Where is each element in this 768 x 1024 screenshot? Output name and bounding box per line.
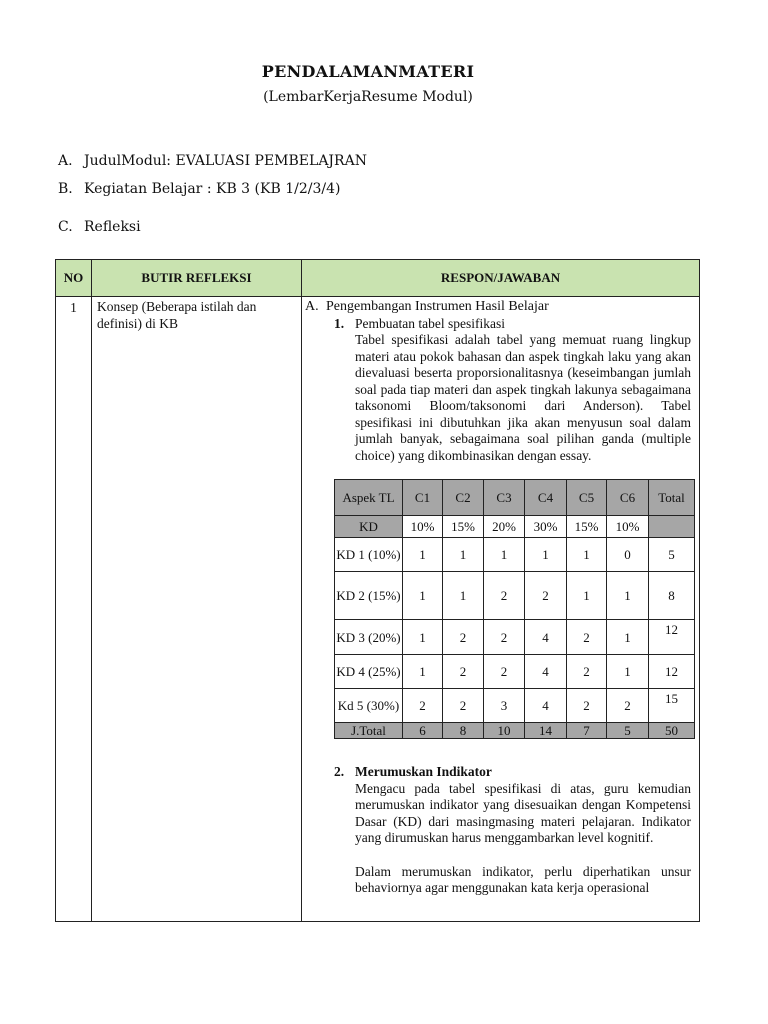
spec-cell: 15% [567, 516, 607, 538]
reflection-table [55, 259, 700, 922]
spec-cell: 2 [567, 655, 607, 689]
spec-cell: 1 [403, 572, 443, 620]
spec-cell: 1 [607, 655, 649, 689]
spec-cell: 2 [443, 620, 484, 655]
spec-cell: 1 [443, 538, 484, 572]
spec-header-cell: C1 [403, 480, 443, 516]
spec-cell: 1 [567, 538, 607, 572]
item-1-title [334, 316, 691, 333]
spec-data-row [335, 572, 695, 620]
spec-cell: 1 [607, 572, 649, 620]
spec-header-cell: Total [649, 480, 695, 516]
section-b [58, 181, 340, 197]
spec-total-row [335, 723, 695, 739]
section-text: Kegiatan Belajar : KB 3 (KB 1/2/3/4) [84, 181, 341, 197]
spec-cell: KD 4 (25%) [335, 655, 403, 689]
spec-cell: 12 [649, 655, 695, 689]
spec-header-cell: C4 [525, 480, 567, 516]
spec-cell: 2 [484, 572, 525, 620]
spec-cell [649, 516, 695, 538]
spec-header-cell: C3 [484, 480, 525, 516]
spec-cell: 2 [567, 620, 607, 655]
spec-data-row [335, 655, 695, 689]
spec-header-cell: C5 [567, 480, 607, 516]
spec-cell: 1 [403, 620, 443, 655]
page-title: PENDALAMANMATERI [261, 62, 475, 81]
spec-cell: 30% [525, 516, 567, 538]
spec-cell: 4 [525, 620, 567, 655]
heading-text: Pengembangan Instrumen Hasil Belajar [326, 299, 549, 314]
table-row [56, 297, 700, 922]
spec-cell: 4 [525, 655, 567, 689]
spec-cell: 2 [567, 689, 607, 723]
spec-cell: 4 [525, 689, 567, 723]
spec-total-cell: 7 [567, 723, 607, 739]
item-2-title [334, 764, 691, 781]
spec-total-cell: 8 [443, 723, 484, 739]
respon-heading [305, 299, 691, 316]
spec-cell: 12 [649, 620, 695, 655]
spec-header-cell: C2 [443, 480, 484, 516]
spec-data-row [335, 620, 695, 655]
respon-cell [302, 297, 700, 922]
spec-cell: 1 [567, 572, 607, 620]
section-letter: B. [58, 181, 73, 197]
item-1-paragraph: Tabel spesifikasi adalah tabel yang memuat ruang lingkup materi atau pokok bahasan dan aspek tingkah laku yang akan dievaluasi beserta proporsionalitasnya (keseimbangan jumlah soal pada tiap materi dan aspek tingkah lakunya sebagaimana taksonomi Bloom/taksonomi dari Anderson). Tabel spesifikasi ini dibutuhkan jika akan menyusun soal dalam jumlah banyak, sebagaimana soal pilihan ganda (multiple choice) yang dikombinasikan dengan essay. [355, 332, 691, 463]
spec-header-cell: Aspek TL [335, 480, 403, 516]
spec-cell: 1 [403, 538, 443, 572]
spec-cell: KD 2 (15%) [335, 572, 403, 620]
spec-cell: 2 [484, 655, 525, 689]
spec-data-row [335, 689, 695, 723]
spec-table [334, 479, 695, 739]
spec-cell: 15% [443, 516, 484, 538]
spec-cell: KD 1 (10%) [335, 538, 403, 572]
spec-data-row [335, 538, 695, 572]
spec-cell: 1 [403, 655, 443, 689]
spec-header-cell: C6 [607, 480, 649, 516]
spec-cell: 2 [443, 689, 484, 723]
row-number: 1 [56, 297, 92, 922]
item-2-paragraph: Mengacu pada tabel spesifikasi di atas, guru kemudian merumuskan indikator yang disesuaikan dengan Kompetensi Dasar (KD) dari masingmasing materi pelajaran. Indikator yang dirumuskan harus menggambarkan level kognitif. [355, 780, 691, 845]
spec-total-cell: 5 [607, 723, 649, 739]
spec-cell: 1 [443, 572, 484, 620]
section-letter: A. [58, 153, 73, 169]
section-text: Refleksi [84, 219, 141, 235]
item-2-paragraph-2: Dalam merumuskan indikator, perlu diperhatikan unsur behaviornya agar menggunakan kata kerja operasional [355, 863, 691, 895]
spec-cell: KD 3 (20%) [335, 620, 403, 655]
spec-cell: 3 [484, 689, 525, 723]
spec-cell: 1 [525, 538, 567, 572]
spec-cell: 8 [649, 572, 695, 620]
section-a [58, 153, 367, 169]
item-number: 1. [334, 315, 345, 331]
spec-total-cell: 50 [649, 723, 695, 739]
spec-cell: 0 [607, 538, 649, 572]
section-letter: C. [58, 219, 73, 235]
spec-cell: 2 [403, 689, 443, 723]
spec-cell: 2 [484, 620, 525, 655]
spec-cell: 10% [607, 516, 649, 538]
heading-letter: A. [305, 299, 319, 314]
header-butir: BUTIR REFLEKSI [92, 260, 302, 297]
spec-cell: 2 [525, 572, 567, 620]
spec-total-cell: 6 [403, 723, 443, 739]
spec-cell: 5 [649, 538, 695, 572]
section-c [58, 219, 141, 235]
butir-text: Konsep (Beberapa istilah dan definisi) di KB [92, 297, 302, 922]
spec-cell: 20% [484, 516, 525, 538]
spec-cell: 1 [607, 620, 649, 655]
spec-cell: 2 [443, 655, 484, 689]
spec-cell: 10% [403, 516, 443, 538]
spec-cell: Kd 5 (30%) [335, 689, 403, 723]
spec-header-row [335, 480, 695, 516]
table-header-row [56, 260, 700, 297]
header-no: NO [56, 260, 92, 297]
spec-total-cell: 14 [525, 723, 567, 739]
spec-cell: 15 [649, 689, 695, 723]
spec-cell: 1 [484, 538, 525, 572]
section-text: JudulModul: EVALUASI PEMBELAJRAN [84, 153, 367, 169]
spec-kd-row [335, 516, 695, 538]
spec-cell: KD [335, 516, 403, 538]
spec-cell: 2 [607, 689, 649, 723]
spec-total-cell: J.Total [335, 723, 403, 739]
item-number: 2. [334, 764, 345, 779]
item-title: Pembuatan tabel spesifikasi [355, 315, 505, 331]
item-title: Merumuskan Indikator [355, 764, 492, 779]
spec-total-cell: 10 [484, 723, 525, 739]
page-subtitle: (LembarKerjaResume Modul) [263, 89, 473, 105]
header-respon: RESPON/JAWABAN [302, 260, 700, 297]
